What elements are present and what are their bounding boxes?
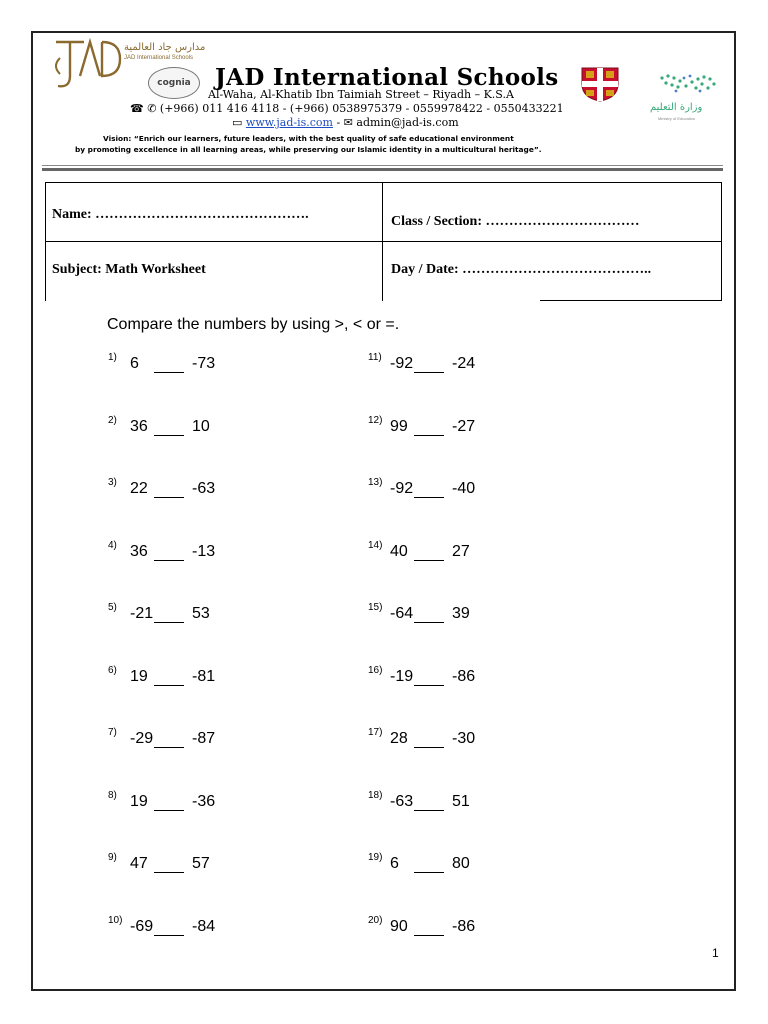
problem-number: 13) <box>368 477 383 488</box>
school-title: JAD International Schools <box>215 64 559 91</box>
second-number: -24 <box>452 355 476 372</box>
email-address: admin@jad-is.com <box>356 116 459 129</box>
first-number: -63 <box>390 792 414 810</box>
problem-number: 9) <box>108 852 117 863</box>
answer-blank[interactable] <box>414 685 444 686</box>
second-number: -81 <box>192 667 216 685</box>
first-number: -92 <box>390 355 414 372</box>
answer-blank[interactable] <box>154 372 184 373</box>
school-name-small: JAD International Schools <box>124 55 194 61</box>
answer-blank[interactable] <box>154 872 184 873</box>
web-line <box>232 116 459 129</box>
phone-icon: ☎ <box>130 102 144 115</box>
subject-field: Subject: Math Worksheet <box>52 262 206 277</box>
answer-blank[interactable] <box>414 497 444 498</box>
answer-blank[interactable] <box>154 810 184 811</box>
first-number: 6 <box>390 855 399 872</box>
answer-blank[interactable] <box>414 935 444 936</box>
second-number: -63 <box>192 480 216 497</box>
answer-blank[interactable] <box>414 622 444 623</box>
problem-number: 19) <box>368 852 383 863</box>
ministry-name-english: Ministry of Education <box>658 116 696 121</box>
first-number: -92 <box>390 480 414 497</box>
problem-number: 7) <box>108 727 117 738</box>
first-number: -19 <box>390 667 414 685</box>
first-number: 22 <box>130 480 148 497</box>
table-row-divider <box>45 241 722 242</box>
second-number: 51 <box>452 792 470 810</box>
answer-blank[interactable] <box>154 935 184 936</box>
first-number: 40 <box>390 542 408 560</box>
header-divider-thick <box>42 168 723 171</box>
first-number: 36 <box>130 417 148 435</box>
first-number: 36 <box>130 542 148 560</box>
answer-blank[interactable] <box>414 872 444 873</box>
page-border <box>31 31 736 991</box>
ministry-logo-icon <box>656 72 720 105</box>
website-link[interactable]: www.jad-is.com <box>245 116 333 129</box>
phone-numbers: (+966) 011 416 4118 - (+966) 0538975379 - 0559978422 - 0550433221 <box>159 102 564 115</box>
first-number: 90 <box>390 917 408 935</box>
email-icon: ✉ <box>343 116 353 129</box>
first-number: 19 <box>130 667 148 685</box>
second-number: 39 <box>452 605 470 622</box>
phone-line <box>130 102 564 115</box>
problem-number: 15) <box>368 602 383 613</box>
vision-line-1: Vision: “Enrich our learners, future leaders, with the best quality of safe educational environment <box>103 134 514 143</box>
answer-blank[interactable] <box>154 435 184 436</box>
first-number: 6 <box>130 355 139 372</box>
second-number: -40 <box>452 480 476 497</box>
second-number: -73 <box>192 355 216 372</box>
second-number: -30 <box>452 730 476 747</box>
page-number: 1 <box>712 946 719 960</box>
problem-number: 1) <box>108 352 117 363</box>
problem-number: 3) <box>108 477 117 488</box>
problem-number: 2) <box>108 414 117 426</box>
first-number: 28 <box>390 730 408 747</box>
school-name-arabic: مدارس جاد العالمية <box>124 42 206 53</box>
second-number: -86 <box>452 917 476 935</box>
cognia-logo-icon: cognia <box>148 67 200 99</box>
problem-number: 14) <box>368 539 383 551</box>
first-number: -21 <box>130 605 154 622</box>
problem-number: 18) <box>368 789 383 801</box>
answer-blank[interactable] <box>154 685 184 686</box>
first-number: 99 <box>390 417 408 435</box>
first-number: 47 <box>130 855 148 872</box>
vision-line-2: by promoting excellence in all learning areas, while preserving our Islamic identity in a multicultural heritage”. <box>75 145 542 154</box>
table-border-top <box>45 182 722 183</box>
header-divider <box>42 165 723 166</box>
table-border-bottom <box>540 300 722 301</box>
second-number: -87 <box>192 730 216 747</box>
second-number: 57 <box>192 855 210 872</box>
mobile-phone-icon: ✆ <box>147 102 157 115</box>
jad-logo-icon <box>50 36 122 99</box>
answer-blank[interactable] <box>414 747 444 748</box>
problem-number: 5) <box>108 602 117 613</box>
answer-blank[interactable] <box>414 560 444 561</box>
table-column-divider <box>382 182 383 301</box>
answer-blank[interactable] <box>154 622 184 623</box>
second-number: -84 <box>192 917 216 935</box>
ministry-name-arabic: وزارة التعليم <box>650 102 703 113</box>
second-number: -36 <box>192 792 216 810</box>
school-crest-icon <box>580 66 620 107</box>
separator: - <box>336 116 341 129</box>
problem-number: 16) <box>368 664 383 676</box>
answer-blank[interactable] <box>414 810 444 811</box>
second-number: 53 <box>192 605 210 622</box>
problem-number: 6) <box>108 664 117 676</box>
first-number: -64 <box>390 605 414 622</box>
problem-number: 20) <box>368 914 383 926</box>
problem-number: 8) <box>108 789 117 801</box>
second-number: -86 <box>452 667 476 685</box>
problem-number: 11) <box>368 352 382 363</box>
problem-number: 12) <box>368 414 383 426</box>
answer-blank[interactable] <box>154 560 184 561</box>
second-number: 80 <box>452 855 470 872</box>
problem-number: 17) <box>368 727 383 738</box>
second-number: -27 <box>452 417 476 435</box>
answer-blank[interactable] <box>154 497 184 498</box>
student-info-table <box>45 182 722 301</box>
school-address: Al-Waha, Al-Khatib Ibn Taimiah Street – Riyadh – K.S.A <box>208 88 514 101</box>
day-date-field[interactable]: Day / Date: ………………………………….. <box>391 262 652 277</box>
first-number: -29 <box>130 730 154 747</box>
answer-blank[interactable] <box>154 747 184 748</box>
problem-number: 4) <box>108 539 117 551</box>
answer-blank[interactable] <box>414 435 444 436</box>
second-number: 27 <box>452 542 470 560</box>
first-number: -69 <box>130 917 154 935</box>
web-icon: ▭ <box>232 116 243 129</box>
class-section-field[interactable]: Class / Section: …………………………… <box>391 214 640 229</box>
problem-number: 10) <box>108 914 123 926</box>
answer-blank[interactable] <box>414 372 444 373</box>
first-number: 19 <box>130 792 148 810</box>
name-field[interactable]: Name: ………………………………………. <box>52 207 309 222</box>
instruction-text: Compare the numbers by using >, < or =. <box>107 316 400 333</box>
second-number: -13 <box>192 542 216 560</box>
second-number: 10 <box>192 417 210 435</box>
